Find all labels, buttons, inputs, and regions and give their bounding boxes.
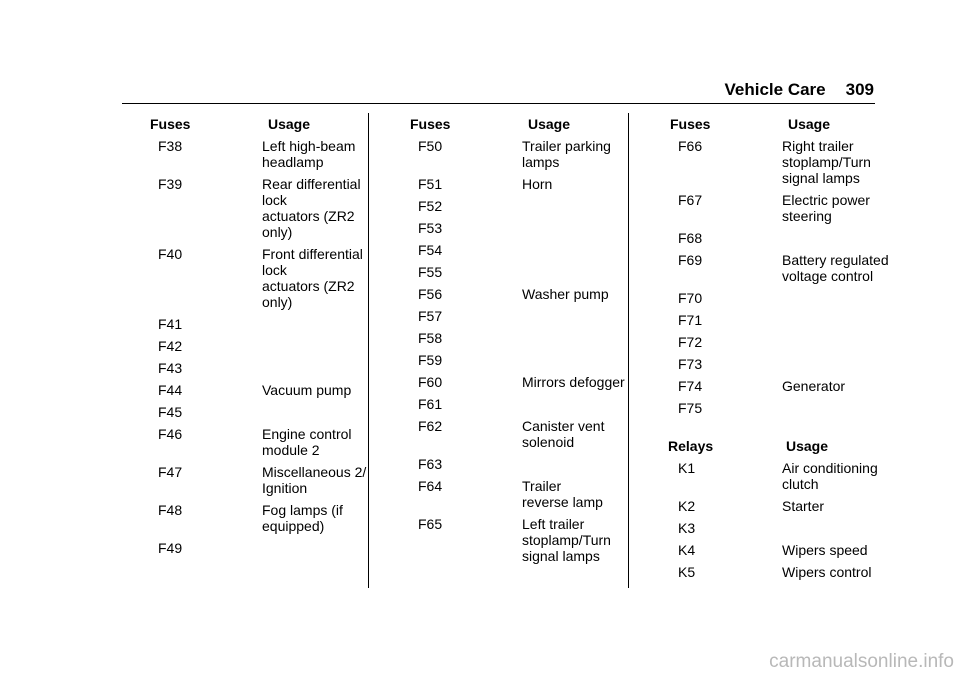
relay-row [678, 520, 889, 536]
row-code: F61 [418, 396, 443, 412]
column-divider-1 [368, 113, 369, 588]
row-code: F65 [418, 516, 443, 532]
row-usage: Generator [782, 378, 846, 394]
row-code: K3 [678, 520, 696, 536]
row-code: F52 [418, 198, 443, 214]
row-code: F56 [418, 286, 443, 302]
fuse-row [418, 418, 625, 450]
row-code: K4 [678, 542, 696, 558]
relay-row [678, 498, 889, 514]
header-usage: Usage [786, 438, 829, 454]
fuse-row [418, 176, 625, 192]
row-usage: Trailer reverse lamp [522, 478, 603, 510]
row-code: F73 [678, 356, 703, 372]
row-usage: Engine control module 2 [262, 426, 352, 458]
fuse-row [158, 426, 366, 458]
row-usage: Right trailer stoplamp/Turn signal lamps [782, 138, 871, 186]
row-usage: Rear differential lock actuators (ZR2 only) [262, 176, 361, 240]
row-code: F60 [418, 374, 443, 390]
page-number: 309 [845, 80, 874, 99]
fuse-row [418, 308, 625, 324]
fuse-row [158, 540, 366, 556]
row-usage: Left trailer stoplamp/Turn signal lamps [522, 516, 611, 564]
row-code: F47 [158, 464, 183, 480]
fuse-row [678, 312, 889, 328]
fuse-row [158, 138, 366, 170]
row-code: F46 [158, 426, 183, 442]
row-usage: Washer pump [522, 286, 609, 302]
row-code: F45 [158, 404, 183, 420]
fuse-row [158, 382, 366, 398]
table-header [668, 438, 889, 454]
fuse-table-column-3 [668, 116, 889, 586]
fuse-row [678, 400, 889, 416]
row-code: K2 [678, 498, 696, 514]
row-code: F68 [678, 230, 703, 246]
fuse-row [158, 316, 366, 332]
fuse-row [418, 330, 625, 346]
relay-row [678, 542, 889, 558]
table-header [150, 116, 366, 132]
row-usage: Horn [522, 176, 553, 192]
row-code: F57 [418, 308, 443, 324]
fuse-row [158, 502, 366, 534]
row-usage: Wipers control [782, 564, 872, 580]
section-gap [678, 422, 889, 438]
row-usage: Trailer parking lamps [522, 138, 611, 170]
fuse-row [158, 176, 366, 240]
fuse-row [418, 286, 625, 302]
row-code: F43 [158, 360, 183, 376]
fuse-table-column-2 [410, 116, 625, 570]
row-code: F54 [418, 242, 443, 258]
fuse-row [678, 290, 889, 306]
table-header [410, 116, 625, 132]
header-usage: Usage [528, 116, 571, 132]
fuse-row [418, 516, 625, 564]
row-usage: Battery regulated voltage control [782, 252, 889, 284]
row-usage: Miscellaneous 2/ Ignition [262, 464, 367, 496]
row-code: F39 [158, 176, 183, 192]
section-title: Vehicle Care [724, 80, 826, 99]
row-code: F63 [418, 456, 443, 472]
row-usage: Left high-beam headlamp [262, 138, 356, 170]
fuse-row [418, 198, 625, 214]
fuse-row [158, 464, 366, 496]
row-code: F70 [678, 290, 703, 306]
relay-row [678, 460, 889, 492]
fuse-row [418, 138, 625, 170]
row-code: F38 [158, 138, 183, 154]
header-code: Fuses [410, 116, 451, 132]
fuse-row [418, 478, 625, 510]
fuse-row [678, 192, 889, 224]
row-code: F44 [158, 382, 183, 398]
row-code: F72 [678, 334, 703, 350]
row-code: F71 [678, 312, 703, 328]
row-code: F48 [158, 502, 183, 518]
header-usage: Usage [788, 116, 831, 132]
fuse-row [418, 264, 625, 280]
row-usage: Canister vent solenoid [522, 418, 605, 450]
fuse-row [158, 246, 366, 310]
row-code: F40 [158, 246, 183, 262]
row-code: F51 [418, 176, 443, 192]
row-code: F59 [418, 352, 443, 368]
column-divider-2 [628, 113, 629, 588]
fuse-row [418, 220, 625, 236]
row-usage: Fog lamps (if equipped) [262, 502, 343, 534]
header-code: Fuses [670, 116, 711, 132]
row-code: F55 [418, 264, 443, 280]
row-usage: Starter [782, 498, 825, 514]
fuse-row [678, 356, 889, 372]
row-code: F50 [418, 138, 443, 154]
row-code: F49 [158, 540, 183, 556]
row-code: F42 [158, 338, 183, 354]
row-code: F66 [678, 138, 703, 154]
fuse-row [418, 456, 625, 472]
row-usage: Electric power steering [782, 192, 870, 224]
row-code: F69 [678, 252, 703, 268]
fuse-row [158, 338, 366, 354]
row-code: F62 [418, 418, 443, 434]
fuse-row [158, 404, 366, 420]
fuse-row [418, 352, 625, 368]
row-usage: Wipers speed [782, 542, 868, 558]
row-code: K1 [678, 460, 696, 476]
row-code: F41 [158, 316, 183, 332]
row-usage: Air conditioning clutch [782, 460, 878, 492]
row-usage: Front differential lock actuators (ZR2 only) [262, 246, 363, 310]
fuse-row [678, 334, 889, 350]
fuse-table-column-1 [150, 116, 367, 562]
header-rule [122, 103, 875, 104]
table-header [670, 116, 889, 132]
fuse-row [418, 396, 625, 412]
row-code: F75 [678, 400, 703, 416]
row-code: F64 [418, 478, 443, 494]
fuse-row [418, 374, 625, 390]
fuse-row [678, 230, 889, 246]
fuse-row [678, 252, 889, 284]
row-usage: Vacuum pump [262, 382, 352, 398]
row-code: F53 [418, 220, 443, 236]
fuse-row [158, 360, 366, 376]
fuse-row [418, 242, 625, 258]
relay-row [678, 564, 889, 580]
fuse-row [678, 378, 889, 394]
header-code: Fuses [150, 116, 191, 132]
row-code: F58 [418, 330, 443, 346]
row-usage: Mirrors defogger [522, 374, 625, 390]
fuse-row [678, 138, 889, 186]
row-code: F74 [678, 378, 703, 394]
header-usage: Usage [268, 116, 311, 132]
header-code: Relays [668, 438, 714, 454]
row-code: K5 [678, 564, 696, 580]
watermark: carmanualsonline.info [769, 651, 954, 672]
page-header [0, 80, 874, 100]
row-code: F67 [678, 192, 703, 208]
